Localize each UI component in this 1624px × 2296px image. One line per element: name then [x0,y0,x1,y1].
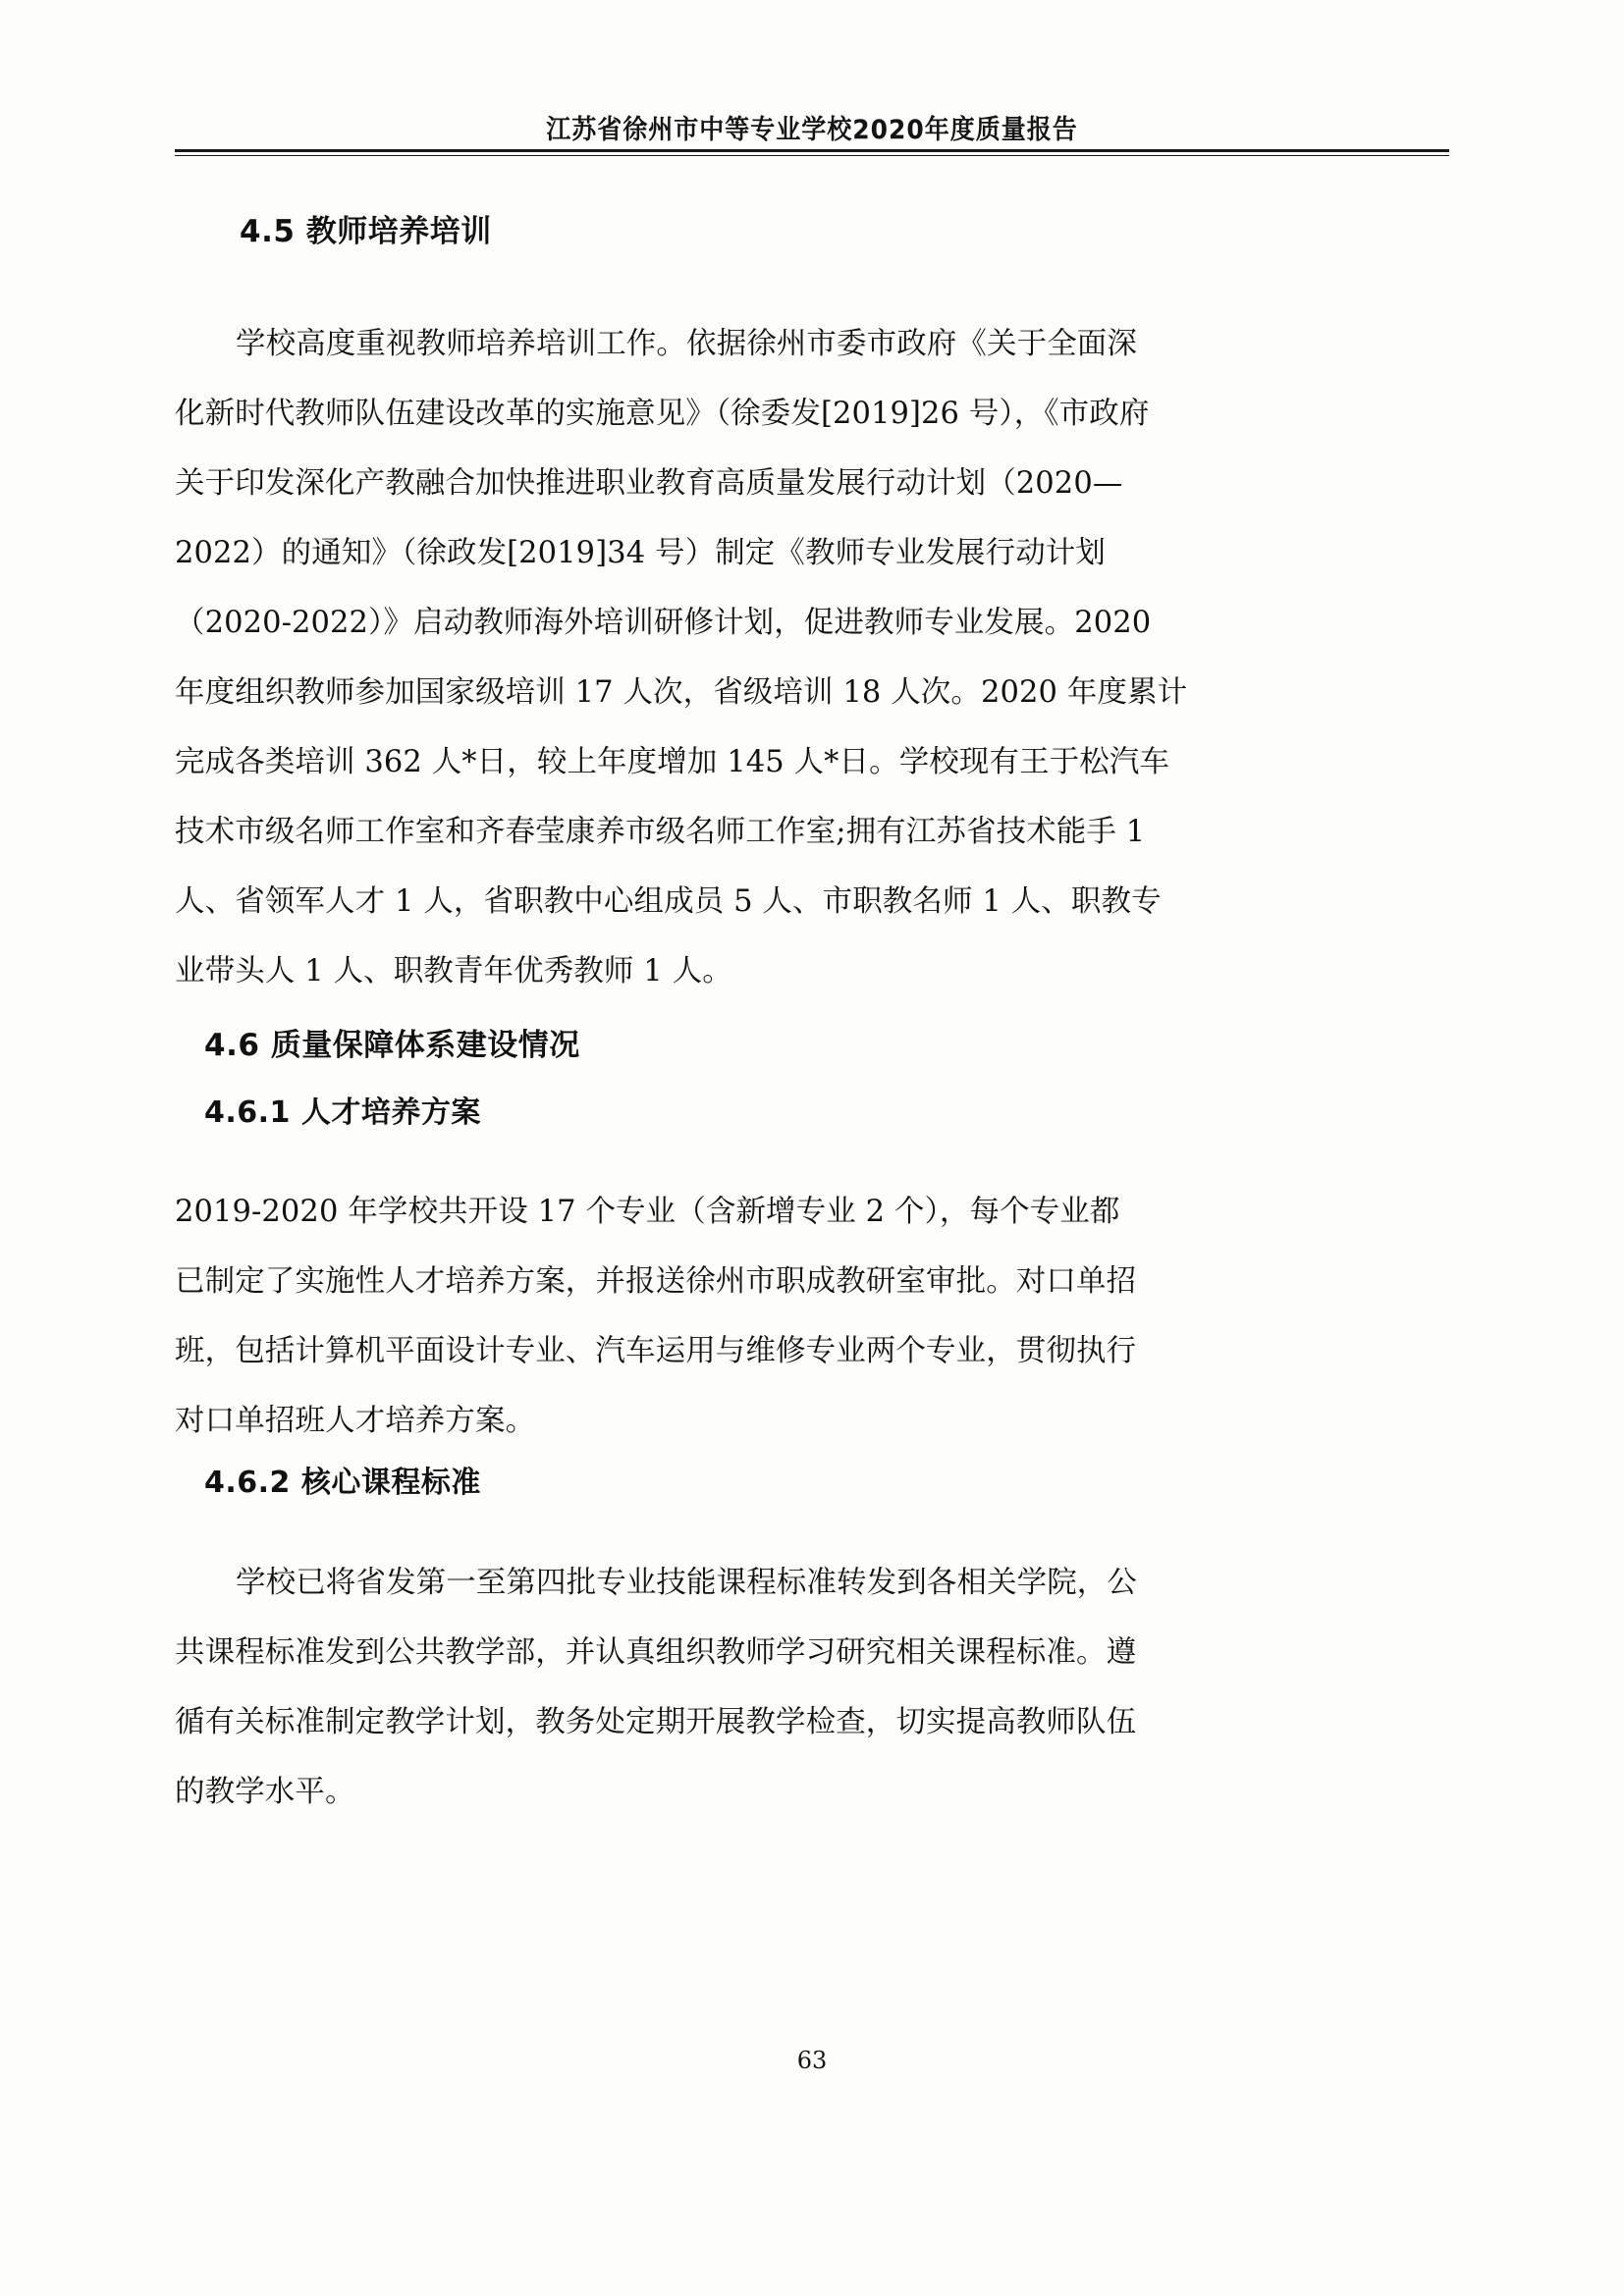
text-line: 班，包括计算机平面设计专业、汽车运用与维修专业两个专业，贯彻执行 [175,1334,1137,1369]
text-line: 学校已将省发第一至第四批专业技能课程标准转发到各相关学院，公 [236,1565,1137,1600]
text-line: 循有关标准制定教学计划，教务处定期开展教学检查，切实提高教师队伍 [175,1704,1137,1739]
document-body [175,211,1451,1807]
text-line: 学校高度重视教师培养培训工作。依据徐州市委市政府《关于全面深 [236,327,1137,362]
paragraph-4-6-1 [175,1158,1451,1437]
paragraph-4-5 [175,291,1451,988]
text-line: 业带头人 1 人、职教青年优秀教师 1 人。 [175,954,732,989]
spacer [175,1503,1451,1528]
spacer [175,1067,1451,1093]
text-line: 对口单招班人才培养方案。 [175,1404,536,1439]
text-line: 年度组织教师参加国家级培训 17 人次，省级培训 18 人次。2020 年度累计 [175,675,1188,711]
text-line: 2022）的通知》（徐政发[2019]34 号）制定《教师专业发展行动计划 [175,536,1106,571]
text-line: 完成各类培训 362 人*日，较上年度增加 145 人*日。学校现有王于松汽车 [175,745,1170,780]
heading-4-6: 4.6 质量保障体系建设情况 [204,1027,580,1063]
spacer [175,988,1451,1025]
spacer [175,1133,1451,1158]
text-line: 人、省领军人才 1 人，省职教中心组成员 5 人、市职教名师 1 人、职教专 [175,884,1162,920]
header-rule-thick [175,149,1449,152]
text-line: 技术市级名师工作室和齐春莹康养市级名师工作室;拥有江苏省技术能手 1 [175,815,1146,850]
page-number: 63 [796,2047,828,2074]
text-line: 共课程标准发到公共教学部，并认真组织教师学习研究相关课程标准。遵 [175,1634,1137,1670]
spacer [175,1437,1451,1463]
paragraph-4-6-2 [175,1528,1451,1807]
heading-4-5: 4.5 教师培养培训 [240,214,492,249]
text-line: 关于印发深化产教融合加快推进职业教育高质量发展行动计划（2020— [175,466,1123,502]
text-line: （2020-2022）》启动教师海外培训研修计划，促进教师专业发展。2020 [175,606,1152,641]
running-header [0,110,1624,145]
spacer [175,253,1451,291]
header-rule-thin [175,155,1449,156]
text-line: 已制定了实施性人才培养方案，并报送徐州市职成教研室审批。对口单招 [175,1264,1137,1300]
heading-4-6-1: 4.6.1 人才培养方案 [204,1095,481,1130]
text-line: 化新时代教师队伍建设改革的实施意见》（徐委发[2019]26 号），《市政府 [175,397,1150,432]
text-line: 的教学水平。 [175,1774,355,1809]
header-title: 江苏省徐州市中等专业学校2020年度质量报告 [546,113,1078,145]
text-line: 2019-2020 年学校共开设 17 个专业（含新增专业 2 个），每个专业都 [175,1195,1120,1230]
heading-4-6-2: 4.6.2 核心课程标准 [204,1465,481,1500]
